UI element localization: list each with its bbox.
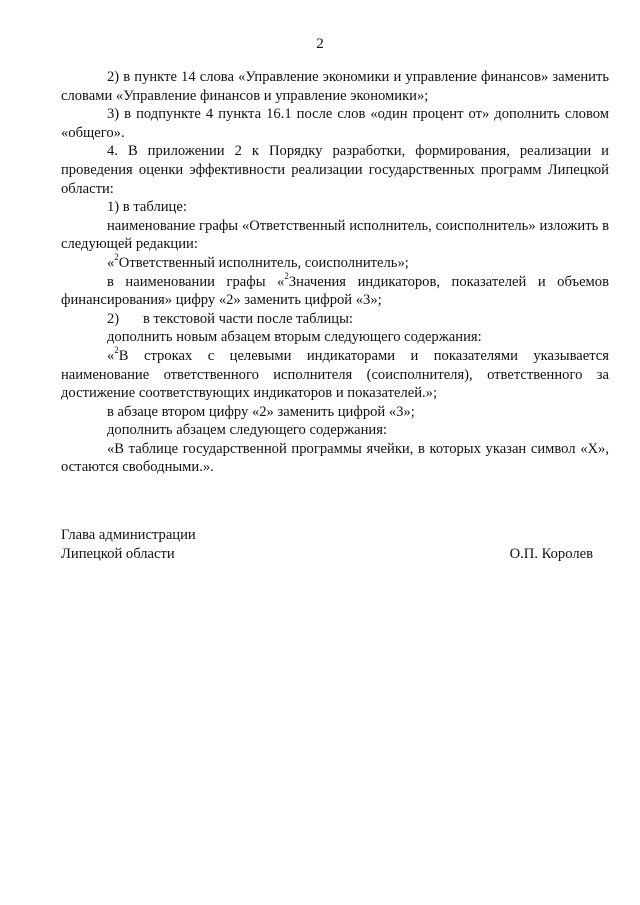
quote-open: « (107, 347, 115, 364)
signature-block (61, 526, 593, 563)
paragraph-9: дополнить новым абзацем вторым следующего содержания: (107, 329, 482, 346)
signer-position-line-2: Липецкой области (61, 545, 175, 562)
paragraph-13: «В таблице государственной программы ячейки, в которых указан символ «Х», остаются свободными.». (61, 440, 609, 476)
paragraph-7 (61, 270, 609, 310)
paragraph-6 (61, 254, 609, 273)
paragraph-2: 3) в подпункте 4 пункта 16.1 после слов «один процент от» дополнить словом «общего». (61, 106, 609, 141)
paragraph-3: 4. В приложении 2 к Порядку разработки, формирования, реализации и проведения оценки эффективности реализации государственных программ Липецкой области: (61, 143, 609, 197)
document-body (61, 68, 609, 477)
superscript-marker: 2 (114, 345, 119, 356)
paragraph-10-text: В строках с целевыми индикаторами и показателями указывается наименование ответственного исполнителя (соисполнителя), ответственного за достижение соответствующих индикаторов и показателей.»; (61, 347, 609, 402)
paragraph-1: 2) в пункте 14 слова «Управление экономики и управление финансов» заменить словами «Управление финансов и управление экономики»; (61, 69, 609, 104)
paragraph-4: 1) в таблице: (107, 199, 187, 216)
superscript-marker: 2 (284, 270, 289, 281)
signer-name: О.П. Королев (509, 545, 593, 562)
page-number: 2 (316, 36, 324, 52)
paragraph-6-text: Ответственный исполнитель, соисполнитель»; (118, 254, 409, 271)
paragraph-12: дополнить абзацем следующего содержания: (107, 422, 387, 439)
superscript-marker: 2 (114, 252, 119, 263)
paragraph-11: в абзаце втором цифру «2» заменить цифрой «3»; (107, 403, 415, 420)
paragraph-5: наименование графы «Ответственный исполнитель, соисполнитель» изложить в следующей редакции: (61, 217, 609, 253)
paragraph-8 (61, 310, 609, 329)
signer-position-line-1: Глава администрации (61, 527, 196, 543)
signature-row (61, 545, 593, 564)
quote-open: « (107, 254, 115, 271)
paragraph-10 (61, 347, 609, 403)
paragraph-7-lead: в наименовании графы « (107, 273, 285, 290)
list-number: 2) (107, 310, 120, 327)
paragraph-7-text: Значения индикаторов, показателей и объемов финансирования» цифру «2» заменить цифрой «3»; (61, 273, 609, 309)
paragraph-8-text: в текстовой части после таблицы: (143, 310, 353, 327)
